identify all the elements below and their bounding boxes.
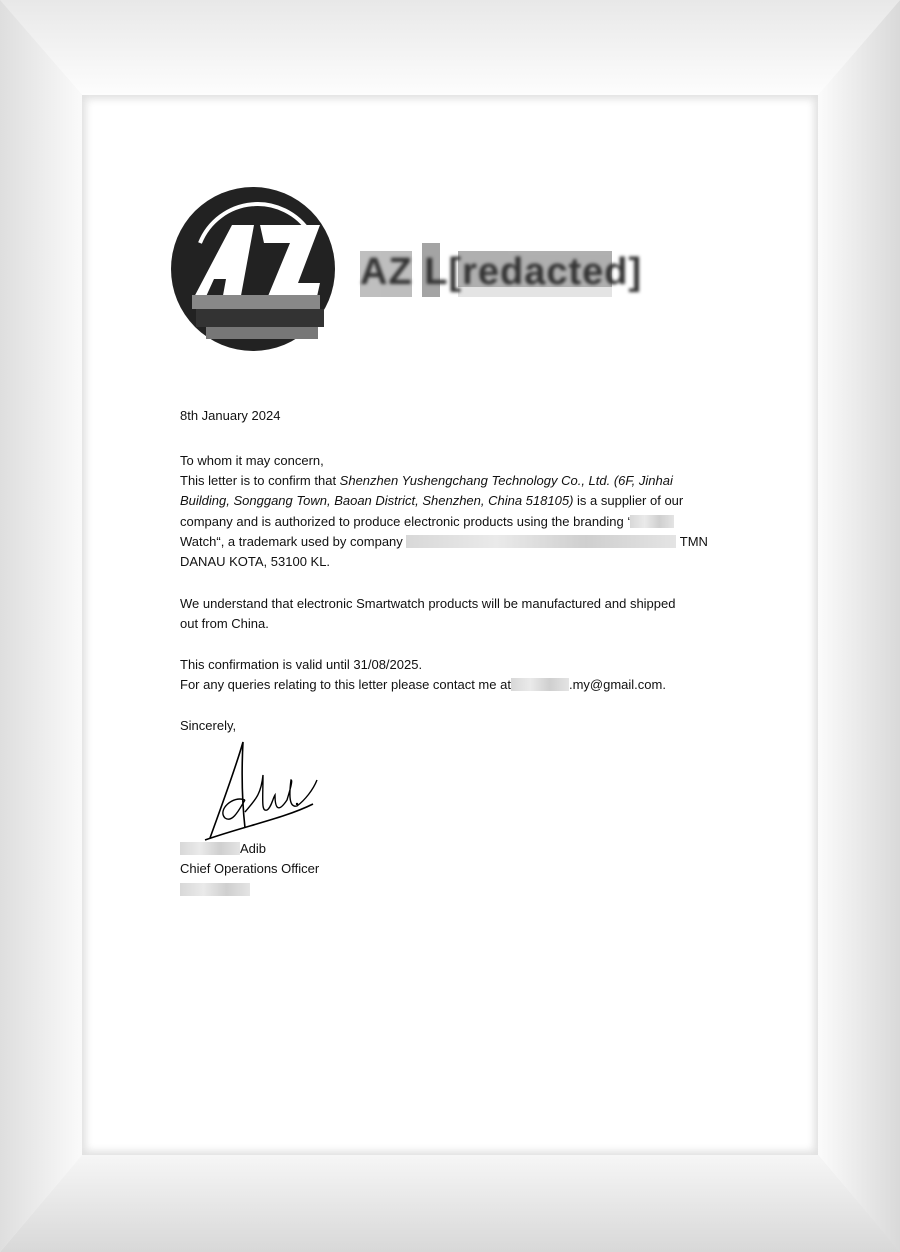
frame-bevel-right	[818, 0, 900, 1252]
signatory-name-suffix: Adib	[240, 841, 267, 856]
paragraph1-line4	[180, 532, 708, 553]
paragraph1-line5: DANAU KOTA, 53100 KL.	[180, 554, 331, 569]
paragraph1-line2	[180, 491, 683, 512]
frame-bevel-top	[0, 0, 900, 95]
line2-rest: is a supplier of our	[573, 493, 684, 508]
paragraph1-line3	[180, 512, 674, 533]
salutation: To whom it may concern,	[180, 453, 324, 468]
signatory-extra-line	[180, 880, 250, 901]
redacted-first-name	[180, 842, 240, 855]
closing: Sincerely,	[180, 718, 237, 733]
signatory-title: Chief Operations Officer	[180, 861, 320, 876]
redacted-line	[180, 883, 250, 896]
brand-name: AZ L[redacted]	[360, 251, 643, 293]
contact-text: For any queries relating to this letter please contact me at	[180, 677, 511, 692]
intro-text: This letter is to confirm that	[180, 473, 340, 488]
frame-bevel-bottom	[0, 1155, 900, 1252]
contact-line	[180, 675, 666, 696]
paragraph1-line1	[180, 471, 673, 492]
letter-date: 8th January 2024	[180, 408, 281, 423]
company-logo	[170, 183, 336, 355]
frame-bevel-left	[0, 0, 82, 1252]
redacted-company	[406, 535, 676, 548]
line4-end: TMN	[676, 534, 708, 549]
email-suffix: .my@gmail.com.	[568, 677, 666, 692]
supplier-name: Shenzhen Yushengchang Technology Co., Ltd. (6F, Jinhai	[339, 473, 673, 488]
paragraph2-line1: We understand that electronic Smartwatch products will be manufactured and shipped	[180, 596, 676, 611]
line4-start: Watch“, a trademark used by company	[180, 534, 407, 549]
redacted-email	[511, 678, 569, 691]
redacted-brand	[630, 515, 674, 528]
line3-text: company and is authorized to produce electronic products using the branding ‘	[180, 514, 631, 529]
paragraph2-line2: out from China.	[180, 616, 269, 631]
signatory-name	[180, 839, 266, 860]
validity-line: This confirmation is valid until 31/08/2025.	[180, 657, 423, 672]
signature	[205, 740, 325, 840]
supplier-address: Building, Songgang Town, Baoan District, Shenzhen, China 518105)	[180, 493, 574, 508]
